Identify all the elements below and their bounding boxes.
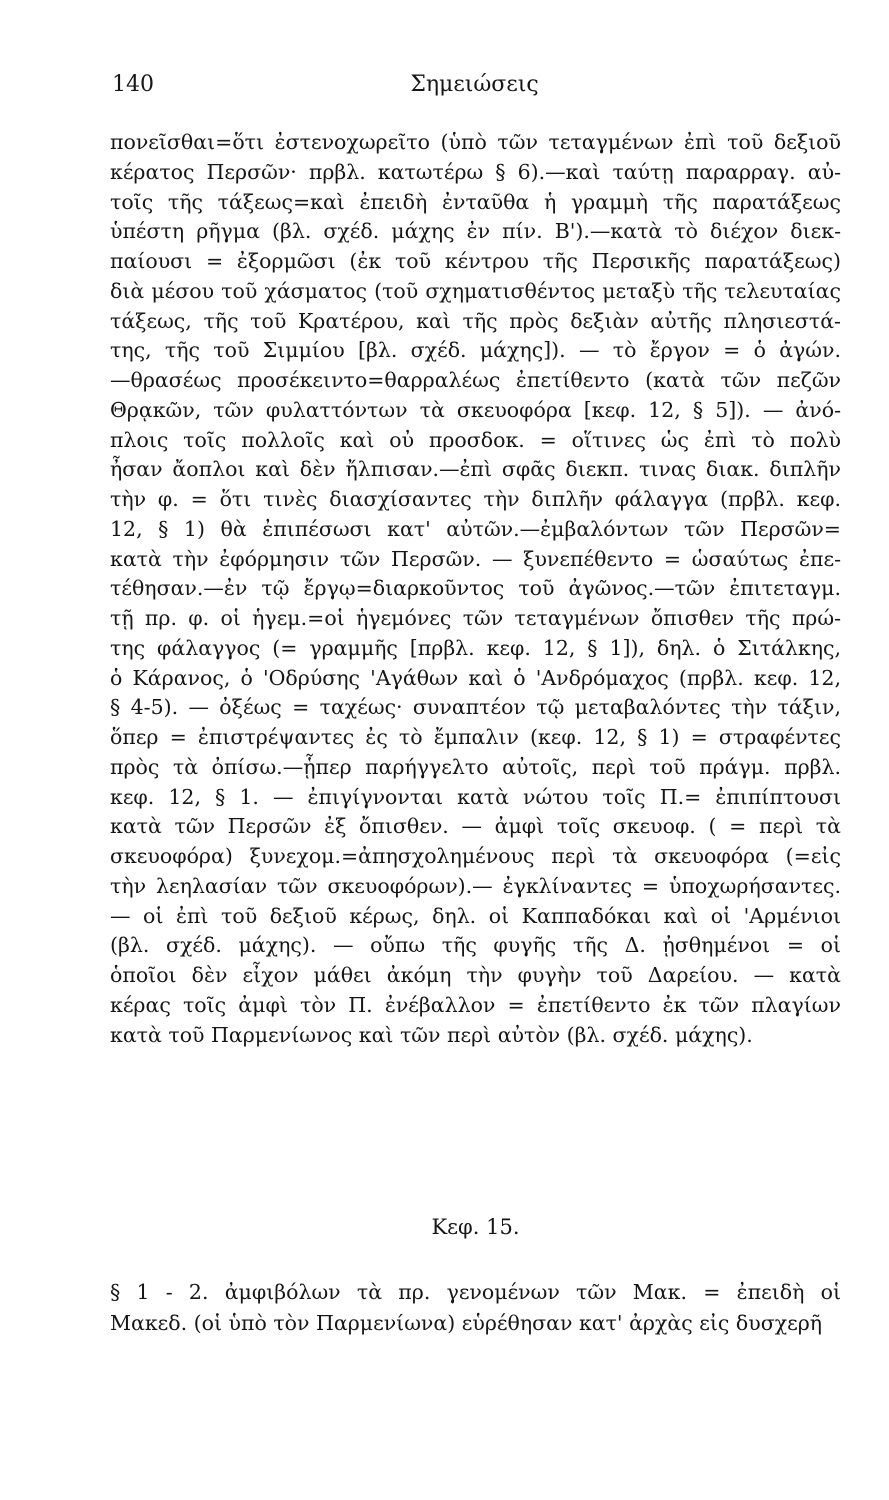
text-line: Μακεδ. (οἱ ὑπὸ τὸν Παρμενίωνα) εὑρέθησαν κατ' ἀρχὰς εἰς δυσχερῆ — [110, 1311, 823, 1335]
text-line: κέρας τοῖς ἀμφὶ τὸν Π. ἐνέβαλλον = ἐπετίθεντο ἐκ τῶν πλαγίων — [110, 992, 841, 1017]
notes-text — [110, 128, 841, 1050]
text-line: τέθησαν.—ἐν τῷ ἔργῳ=διαρκοῦντος τοῦ ἀγῶνος.—τῶν ἐπιτεταγμ. — [110, 576, 841, 601]
text-line: κατὰ τὴν ἐφόρμησιν τῶν Περσῶν. — ξυνεπέθεντο = ὡσαύτως ἐπε- — [110, 546, 841, 571]
text-line: ὁ Κάρανος, ὁ 'Οδρύσης 'Αγάθων καὶ ὁ 'Ανδρόμαχος (πρβλ. κεφ. 12, — [110, 665, 841, 690]
text-line: κατὰ τοῦ Παρμενίωνος καὶ τῶν περὶ αὐτὸν (βλ. σχέδ. μάχης). — [110, 1022, 753, 1047]
text-line: ἦσαν ἄοπλοι καὶ δὲν ἤλπισαν.—ἐπὶ σφᾶς διεκπ. τινας διακ. διπλῆν — [110, 457, 841, 482]
text-line: § 4-5). — ὀξέως = ταχέως· συναπτέον τῷ μεταβαλόντες τὴν τάξιν, — [110, 695, 841, 720]
text-line: ὑπέστη ρῆγμα (βλ. σχέδ. μάχης ἐν πίν. Β').—κατὰ τὸ διέχον διεκ- — [110, 219, 841, 244]
text-line: πρὸς τὰ ὀπίσω.—ᾗπερ παρήγγελτο αὐτοῖς, περὶ τοῦ πράγμ. πρβλ. — [110, 754, 841, 779]
text-line: τὴν φ. = ὅτι τινὲς διασχίσαντες τὴν διπλῆν φάλαγγα (πρβλ. κεφ. — [110, 487, 841, 511]
chapter-heading: Κεφ. 15. — [431, 1215, 520, 1239]
text-line: 12, § 1) θὰ ἐπιπέσωσι κατ' αὐτῶν.—ἐμβαλόντων τῶν Περσῶν= — [110, 516, 841, 541]
text-line: της, τῆς τοῦ Σιμμίου [βλ. σχέδ. μάχης]). — τὸ ἔργον = ὁ ἀγών. — [110, 338, 841, 363]
text-line: Θρᾳκῶν, τῶν φυλαττόντων τὰ σκευοφόρα [κεφ. 12, § 5]). — ἀνό- — [110, 397, 841, 422]
text-line: ὅπερ = ἐπιστρέψαντες ἐς τὸ ἔμπαλιν (κεφ. 12, § 1) = στραφέντες — [110, 725, 841, 749]
page-header — [112, 72, 837, 106]
text-line: κεφ. 12, § 1. — ἐπιγίγνονται κατὰ νώτου τοῖς Π.= ἐπιπίπτουσι — [110, 784, 841, 809]
text-line: ὁποῖοι δὲν εἶχον μάθει ἀκόμη τὴν φυγὴν τοῦ Δαρείου. — κατὰ — [110, 963, 841, 987]
text-line: παίουσι = ἐξορμῶσι (ἐκ τοῦ κέντρου τῆς Περσικῆς παρατάξεως) — [110, 249, 841, 273]
text-line: τὴν λεηλασίαν τῶν σκευοφόρων).— ἐγκλίναντες = ὑποχωρήσαντες. — [110, 873, 841, 898]
text-line: (βλ. σχέδ. μάχης). — οὔπω τῆς φυγῆς τῆς Δ. ᾐσθημένοι = οἱ — [110, 933, 841, 958]
text-line: —θρασέως προσέκειντο=θαρραλέως ἐπετίθεντο (κατὰ τῶν πεζῶν — [110, 368, 841, 392]
text-line: της φάλαγγος (= γραμμῆς [πρβλ. κεφ. 12, § 1]), δηλ. ὁ Σιτάλκης, — [110, 635, 841, 660]
text-line: σκευοφόρα) ξυνεχομ.=ἀπησχολημένους περὶ τὰ σκευοφόρα (=εἰς — [110, 844, 841, 868]
section-text — [110, 1277, 841, 1339]
text-line: τῇ πρ. φ. οἱ ἡγεμ.=οἱ ἡγεμόνες τῶν τεταγμένων ὄπισθεν τῆς πρώ- — [110, 606, 841, 630]
running-title: Σημειώσεις — [410, 72, 539, 97]
text-line: § 1 - 2. ἀμφιβόλων τὰ πρ. γενομένων τῶν Μακ. = ἐπειδὴ οἱ — [110, 1280, 841, 1304]
text-line: τοῖς τῆς τάξεως=καὶ ἐπειδὴ ἐνταῦθα ἡ γραμμὴ τῆς παρατάξεως — [110, 189, 841, 214]
text-line: κατὰ τῶν Περσῶν ἐξ ὄπισθεν. — ἀμφὶ τοῖς σκευοφ. ( = περὶ τὰ — [110, 814, 841, 839]
text-line: κέρατος Περσῶν· πρβλ. κατωτέρω § 6).—καὶ ταύτῃ παραρραγ. αὐ- — [110, 159, 841, 184]
text-line: διὰ μέσου τοῦ χάσματος (τοῦ σχηματισθέντος μεταξὺ τῆς τελευταίας — [110, 278, 841, 303]
text-line: πονεῖσθαι=ὅτι ἐστενοχωρεῖτο (ὑπὸ τῶν τεταγμένων ἐπὶ τοῦ δεξιοῦ — [110, 130, 841, 154]
text-line: — οἱ ἐπὶ τοῦ δεξιοῦ κέρως, δηλ. οἱ Καππαδόκαι καὶ οἱ 'Αρμένιοι — [110, 903, 841, 928]
text-line: πλοις τοῖς πολλοῖς καὶ οὐ προσδοκ. = οἵτινες ὡς ἐπὶ τὸ πολὺ — [110, 427, 841, 452]
text-line: τάξεως, τῆς τοῦ Κρατέρου, καὶ τῆς πρὸς δεξιὰν αὐτῆς πλησιεστά- — [110, 308, 841, 333]
page-number: 140 — [112, 72, 154, 97]
